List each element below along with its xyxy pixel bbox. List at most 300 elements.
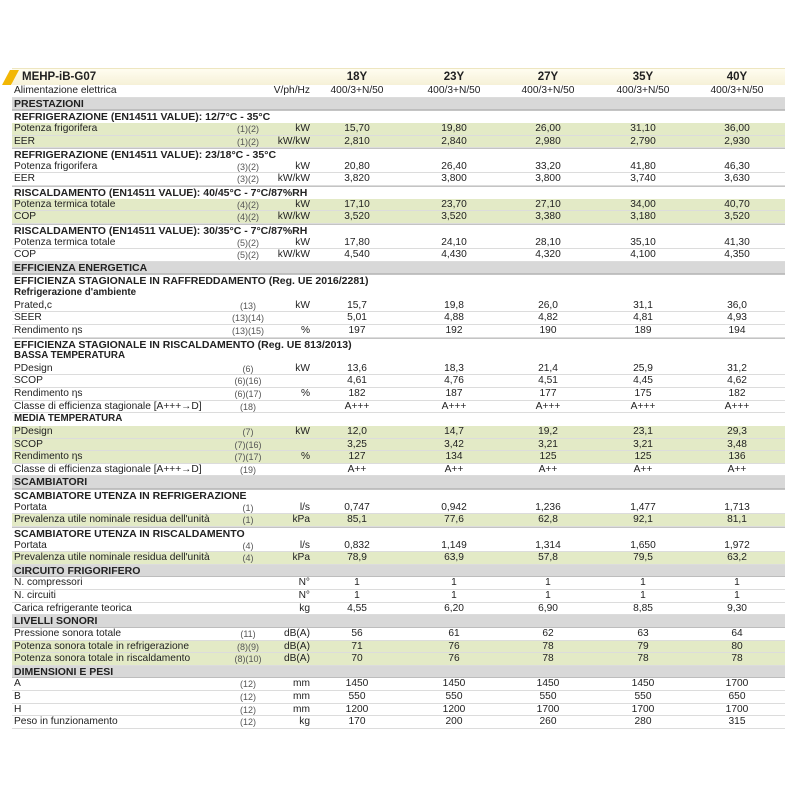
row-label: H [14,703,22,715]
row-value: 25,9 [633,362,653,374]
section-header [12,476,785,489]
row-value: 550 [348,691,366,702]
row-value: 4,45 [633,375,653,387]
subsection-header [12,287,785,300]
subsection-header [12,527,785,540]
row-value: 28,10 [535,236,561,248]
row-value: 0,942 [441,501,467,513]
table-row [12,577,785,590]
row-label: Refrigerazione d'ambiente [14,287,137,298]
row-note-ref: (12) [239,704,256,715]
row-label: BASSA TEMPERATURA [14,350,126,362]
row-value: 57,8 [538,552,558,564]
row-value: 4,100 [630,249,656,261]
row-value: 61 [448,627,460,639]
row-value: 31,1 [633,299,653,311]
row-unit: kW [295,122,310,134]
table-row [12,401,785,414]
row-value: A++ [444,463,464,475]
subsection-header [12,186,785,199]
row-value: 26,0 [538,299,558,311]
row-value: A+++ [535,400,561,412]
table-row [12,603,785,616]
row-value: 1200 [345,703,369,715]
row-unit: dB(A) [283,640,310,652]
row-value: 34,00 [630,198,656,210]
row-unit: % [300,451,310,463]
row-note-ref: (18) [239,401,256,412]
row-value: 2,810 [344,135,370,147]
row-value: 4,81 [633,312,653,324]
row-value: 27,10 [535,198,561,210]
row-value: 1450 [442,678,466,690]
row-label: Pressione sonora totale [14,627,122,639]
table-row [12,691,785,704]
table-row [12,173,785,186]
row-unit: kW [295,362,310,374]
row-value: 63 [637,627,649,639]
row-value: 3,48 [727,438,747,450]
row-value: 550 [539,691,557,702]
row-value: 1450 [345,678,369,690]
row-value: 1 [640,590,646,601]
row-label: Portata [14,501,47,513]
row-value: 1,149 [441,539,467,551]
section-header [12,615,785,628]
row-unit: kW [295,236,310,248]
row-value: 2,980 [535,135,561,147]
row-value: 79,5 [633,552,653,564]
row-value: 31,10 [630,122,656,134]
row-value: 20,80 [344,160,370,172]
row-label: Potenza frigorifera [14,122,98,134]
row-note-ref: (1)(2) [237,123,259,134]
row-value: 18,3 [444,362,464,374]
row-value: 41,80 [630,160,656,172]
model-header: 35Y [632,71,654,83]
row-unit: kPa [292,552,310,564]
row-value: 1 [451,590,457,601]
row-value: A+++ [441,400,467,412]
section-header [12,666,785,679]
row-value: 78 [637,653,649,665]
row-value: 1700 [725,703,749,715]
row-label: COP [14,249,37,261]
row-label: N. compressori [14,577,83,589]
row-value: 136 [728,451,746,463]
table-row [12,704,785,717]
row-unit: V/ph/Hz [273,85,310,96]
table-row [12,451,785,464]
row-value: 4,82 [538,312,558,324]
row-unit: kPa [292,514,310,526]
row-value: 13,6 [347,362,367,374]
row-value: 280 [634,716,652,728]
row-value: 78,9 [347,552,367,564]
row-note-ref: (1) [242,515,254,526]
row-value: 78 [542,640,554,652]
row-value: 6,90 [538,602,558,614]
row-label: Rendimento ηs [14,324,83,336]
table-row [12,653,785,666]
row-unit: kg [299,716,310,728]
row-value: 56 [351,627,363,639]
row-value: 12,0 [347,425,367,437]
row-label: PRESTAZIONI [14,97,84,110]
row-note-ref: (5)(2) [237,237,259,248]
row-value: 650 [728,691,746,702]
row-value: 3,800 [441,173,467,185]
row-value: 2,840 [441,135,467,147]
row-unit: kW [295,160,310,172]
model-header: 27Y [537,71,559,83]
row-value: 8,85 [633,602,653,614]
table-row [12,375,785,388]
row-unit: l/s [299,501,310,513]
row-note-ref: (1)(2) [237,136,259,147]
row-note-ref: (12) [239,692,256,702]
row-value: 1450 [536,678,560,690]
row-value: 79 [637,640,649,652]
row-note-ref: (8)(10) [234,654,262,665]
row-label: Classe di efficienza stagionale [A+++→D] [14,400,202,412]
subsection-header [12,148,785,161]
row-value: 14,7 [444,425,464,437]
row-label: SCOP [14,375,43,387]
row-unit: kW/kW [277,211,310,223]
row-value: 71 [351,640,363,652]
row-unit: kW [295,425,310,437]
row-value: 2,930 [724,135,750,147]
row-value: 1,314 [535,539,561,551]
row-value: 1,972 [724,539,750,551]
row-note-ref: (3)(2) [237,161,259,172]
row-value: 85,1 [347,514,367,526]
row-value: 4,430 [441,249,467,261]
subsection-header [12,274,785,287]
row-label: Potenza sonora totale in refrigerazione [14,640,189,652]
row-unit: kW/kW [277,135,310,147]
table-row [12,237,785,250]
row-value: 177 [539,388,557,399]
row-note-ref: (13)(14) [231,313,264,324]
row-label: PDesign [14,362,53,374]
row-value: 1,236 [535,501,561,513]
row-label: Carica refrigerante teorica [14,602,132,614]
row-value: 127 [348,451,366,463]
row-note-ref: (8)(9) [237,641,259,652]
row-value: 3,380 [535,211,561,223]
row-value: A++ [727,463,747,475]
row-value: 41,30 [724,236,750,248]
row-value: 92,1 [633,514,653,526]
row-note-ref: (4)(2) [237,212,259,223]
section-header [12,98,785,111]
row-note-ref: (19) [239,464,256,475]
row-unit: kW/kW [277,173,310,185]
row-value: 70 [351,653,363,665]
row-note-ref: (7) [242,426,254,437]
row-label: RISCALDAMENTO (EN14511 VALUE): 40/45°C - 7°C/87%RH [14,187,308,199]
table-row [12,161,785,174]
row-value: 3,180 [630,211,656,223]
row-value: 4,93 [727,312,747,324]
row-label: Rendimento ηs [14,388,83,399]
row-value: A+++ [724,400,750,412]
row-value: 4,540 [344,249,370,261]
row-note-ref: (4) [242,540,254,551]
row-note-ref: (6) [242,363,254,374]
row-value: 400/3+N/50 [710,85,764,96]
row-label: COP [14,211,37,223]
row-label: PDesign [14,425,53,437]
row-value: 550 [634,691,652,702]
row-value: A++ [538,463,558,475]
row-value: 3,800 [535,173,561,185]
row-value: 3,520 [724,211,750,223]
row-value: 1450 [631,678,655,690]
row-value: 550 [445,691,463,702]
table-row [12,199,785,212]
row-value: 400/3+N/50 [521,85,575,96]
row-value: 24,10 [441,236,467,248]
row-value: 0,832 [344,539,370,551]
row-note-ref: (4) [242,553,254,564]
row-value: 15,7 [347,299,367,311]
row-value: 3,21 [538,438,558,450]
table-row [12,325,785,338]
row-label: RISCALDAMENTO (EN14511 VALUE): 30/35°C - 7°C/87%RH [14,224,308,237]
table-row [12,628,785,641]
row-value: 64 [731,627,743,639]
table-row [12,136,785,149]
row-value: 4,76 [444,375,464,387]
row-label: Rendimento ηs [14,451,83,463]
row-value: 4,62 [727,375,747,387]
row-unit: mm [293,703,310,715]
row-value: 62,8 [538,514,558,526]
row-note-ref: (13) [239,300,256,311]
row-value: A+++ [344,400,370,412]
row-label: EFFICIENZA STAGIONALE IN RISCALDAMENTO (Reg. UE 813/2013) [14,338,352,351]
row-value: 170 [348,716,366,728]
row-value: 400/3+N/50 [616,85,670,96]
table-row [12,464,785,477]
row-value: 1 [545,577,551,589]
product-title: MEHP-iB-G07 [22,71,97,83]
row-label: REFRIGERAZIONE (EN14511 VALUE): 12/7°C - 35°C [14,111,271,124]
row-note-ref: (12) [239,679,256,690]
row-value: 23,70 [441,198,467,210]
row-value: 21,4 [538,362,558,374]
row-value: 200 [445,716,463,728]
table-row [12,211,785,224]
row-value: 1,477 [630,501,656,513]
model-header: 23Y [443,71,465,83]
row-unit: l/s [299,539,310,551]
row-value: 17,10 [344,198,370,210]
row-label: N. circuiti [14,590,56,601]
row-value: 3,21 [633,438,653,450]
row-value: 6,20 [444,602,464,614]
row-value: 40,70 [724,198,750,210]
table-row [12,514,785,527]
row-value: 190 [539,324,557,336]
row-label: EER [14,173,35,185]
row-value: 63,2 [727,552,747,564]
row-value: A++ [633,463,653,475]
row-value: 125 [539,451,557,463]
row-unit: dB(A) [283,627,310,639]
model-header: 18Y [346,71,368,83]
subsection-header [12,110,785,123]
row-label: EFFICIENZA ENERGETICA [14,261,148,274]
row-note-ref: (7)(17) [234,452,262,463]
row-value: 63,9 [444,552,464,564]
row-label: REFRIGERAZIONE (EN14511 VALUE): 23/18°C - 35°C [14,149,277,162]
table-row [12,249,785,262]
row-value: 400/3+N/50 [330,85,384,96]
table-row [12,590,785,603]
row-value: 76 [448,653,460,665]
brand-slash-logo [2,70,19,85]
row-note-ref: (11) [240,628,256,639]
row-value: 175 [634,388,652,399]
row-value: 134 [445,451,463,463]
row-value: 1200 [442,703,466,715]
row-value: 9,30 [727,602,747,614]
table-row [12,439,785,452]
row-note-ref: (5)(2) [237,250,259,261]
subsection-header [12,350,785,363]
table-row [12,388,785,401]
row-value: 1 [734,590,740,601]
table-row [12,426,785,439]
row-value: 33,20 [535,160,561,172]
row-label: EER [14,135,35,147]
row-value: 182 [728,388,746,399]
row-value: 29,3 [727,425,747,437]
spec-table [12,68,785,729]
row-value: 187 [445,388,463,399]
row-value: 62 [542,627,554,639]
row-value: 1 [545,590,551,601]
row-value: 400/3+N/50 [427,85,481,96]
table-row [12,123,785,136]
table-row [12,312,785,325]
row-note-ref: (12) [239,717,256,728]
row-label: Prevalenza utile nominale residua dell'unità [14,552,210,564]
row-unit: dB(A) [283,653,310,665]
row-label: SCOP [14,438,43,450]
subsection-header [12,338,785,351]
row-unit: N° [298,577,310,589]
table-row [12,641,785,654]
row-value: 3,520 [344,211,370,223]
row-value: 15,70 [344,122,370,134]
table-row [12,363,785,376]
row-label: SCAMBIATORE UTENZA IN RISCALDAMENTO [14,527,245,540]
row-value: 1700 [725,678,749,690]
row-value: A+++ [630,400,656,412]
row-note-ref: (1) [242,502,254,513]
row-unit: kW [295,198,310,210]
row-label: SCAMBIATORE UTENZA IN REFRIGERAZIONE [14,490,247,502]
row-value: 4,61 [347,375,367,387]
row-label: Potenza termica totale [14,236,116,248]
row-value: A++ [347,463,367,475]
row-label: A [14,678,21,690]
row-value: 46,30 [724,160,750,172]
model-header: 40Y [726,71,748,83]
row-value: 1 [354,577,360,589]
row-value: 26,00 [535,122,561,134]
row-value: 0,747 [344,501,370,513]
row-value: 19,80 [441,122,467,134]
row-unit: % [300,388,310,399]
row-label: Peso in funzionamento [14,716,118,728]
row-label: Potenza frigorifera [14,160,98,172]
row-value: 78 [542,653,554,665]
table-row [12,85,785,98]
row-value: 4,55 [347,602,367,614]
row-value: 3,630 [724,173,750,185]
row-unit: kW/kW [277,249,310,261]
row-note-ref: (3)(2) [237,174,259,185]
row-note-ref: (4)(2) [237,199,259,210]
row-label: EFFICIENZA STAGIONALE IN RAFFREDDAMENTO (Reg. UE 2016/2281) [14,275,369,288]
table-row [12,678,785,691]
row-unit: kg [299,602,310,614]
row-label: Prated,c [14,299,52,311]
row-value: 197 [348,324,366,336]
row-value: 3,740 [630,173,656,185]
row-label: B [14,691,21,702]
row-value: 1,713 [724,501,750,513]
row-value: 315 [728,716,746,728]
row-value: 76 [448,640,460,652]
row-label: SEER [14,312,42,324]
row-label: CIRCUITO FRIGORIFERO [14,564,141,577]
subsection-header [12,224,785,237]
table-row [12,716,785,729]
row-value: 3,820 [344,173,370,185]
row-value: 1,650 [630,539,656,551]
row-value: 4,350 [724,249,750,261]
row-value: 192 [445,324,463,336]
row-value: 35,10 [630,236,656,248]
row-value: 1700 [631,703,655,715]
row-value: 189 [634,324,652,336]
row-note-ref: (13)(15) [231,325,264,336]
row-value: 182 [348,388,366,399]
row-value: 23,1 [633,425,653,437]
row-label: Classe di efficienza stagionale [A+++→D] [14,463,202,475]
table-row [12,300,785,313]
table-row [12,540,785,553]
row-value: 1 [451,577,457,589]
row-note-ref: (6)(16) [234,376,262,387]
row-label: Potenza sonora totale in riscaldamento [14,653,191,665]
row-label: Potenza termica totale [14,198,116,210]
row-unit: mm [293,691,310,702]
row-value: 36,00 [724,122,750,134]
row-unit: N° [298,590,310,601]
row-value: 3,42 [444,438,464,450]
row-unit: mm [293,678,310,690]
row-label: MEDIA TEMPERATURA [14,413,123,425]
section-header [12,262,785,275]
